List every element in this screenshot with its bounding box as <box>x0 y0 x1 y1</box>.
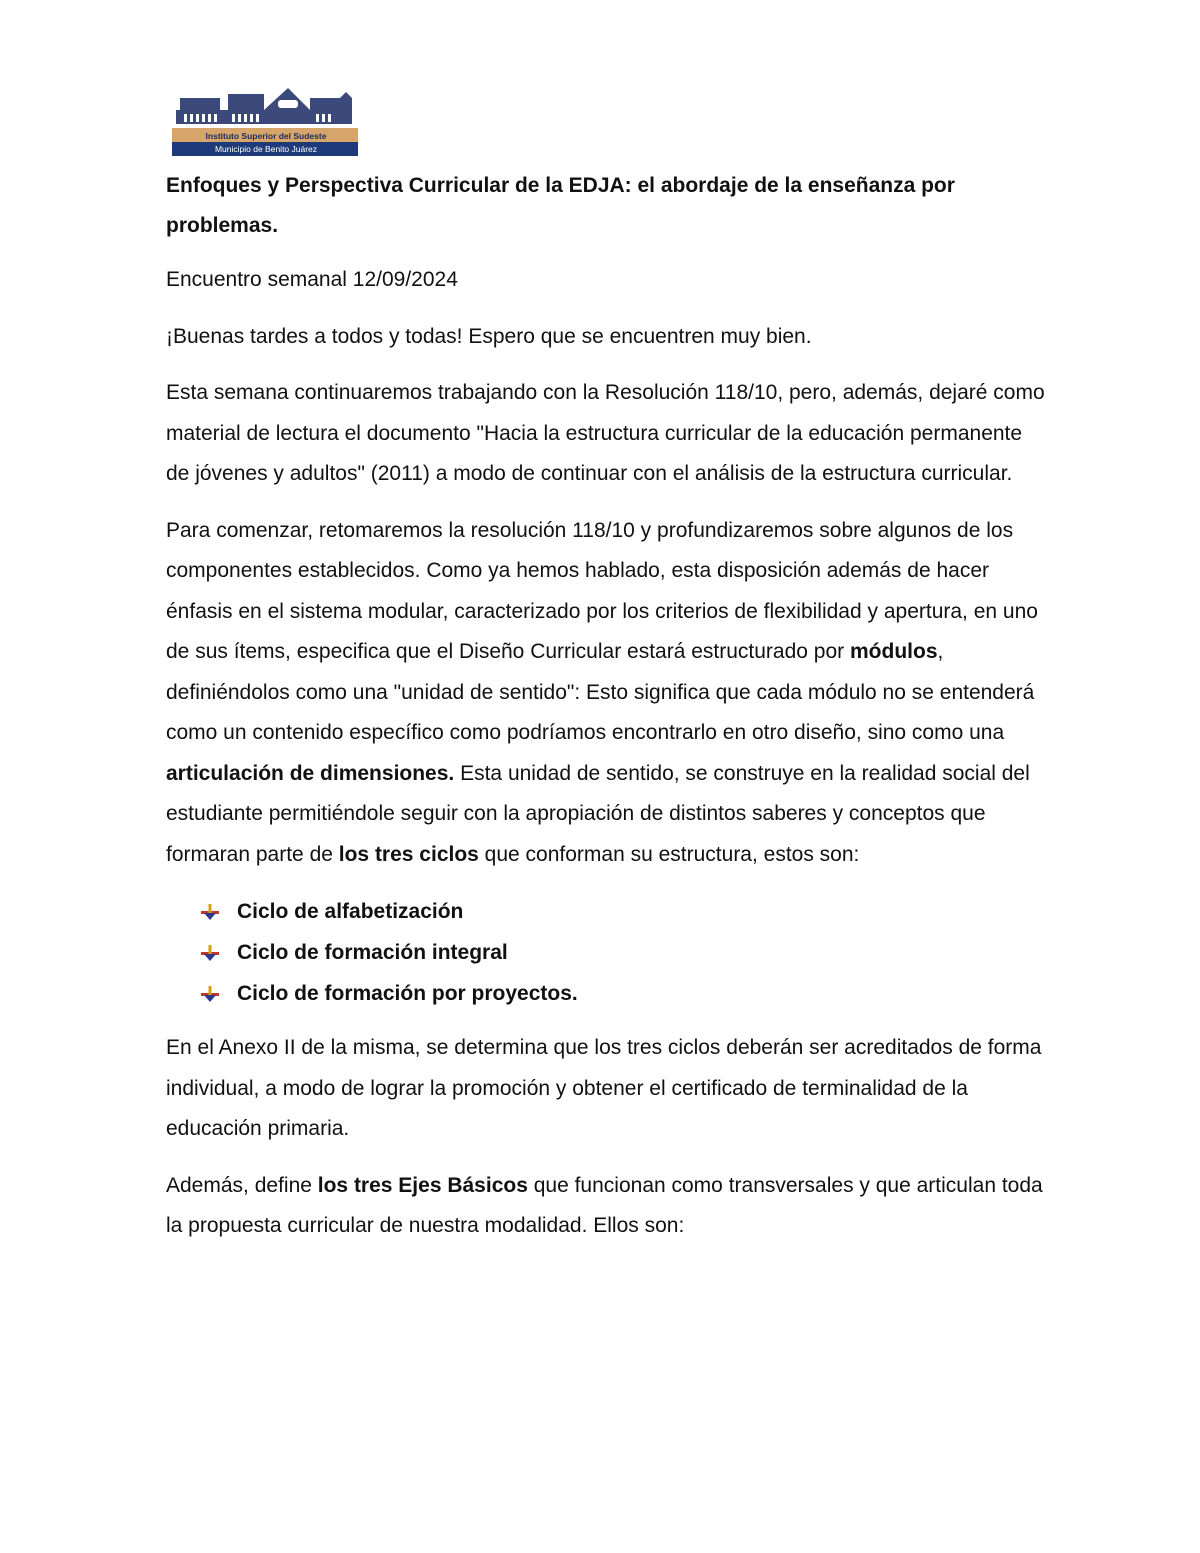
document-title: Enfoques y Perspectiva Curricular de la EDJA: el abordaje de la enseñanza por problemas. <box>166 174 955 237</box>
cycle-label: Ciclo de formación integral <box>237 941 508 964</box>
cycle-label: Ciclo de formación por proyectos. <box>237 982 578 1005</box>
paragraph-2-text-4: que conforman su estructura, estos son: <box>478 842 860 866</box>
meeting-date: Encuentro semanal 12/09/2024 <box>166 268 458 291</box>
arrow-down-bullet-icon <box>200 902 220 922</box>
paragraph-2-text-2: , definiéndolos como una "unidad de sentido": Esto significa que cada módulo no se entenderá como un contenido específico como podríamos encontrarlo en otro diseño, sino como una <box>166 640 1035 744</box>
greeting: ¡Buenas tardes a todos y todas! Espero que se encuentren muy bien. <box>166 324 812 348</box>
list-item <box>166 932 1046 973</box>
list-item <box>166 891 1046 932</box>
paragraph-2-text-3: Esta unidad de sentido, se construye en la realidad social del estudiante permitiéndole seguir con la apropiación de distintos saberes y conceptos que formaran parte de <box>166 761 1030 866</box>
document-page <box>166 86 1046 1263</box>
arrow-down-bullet-icon <box>200 984 220 1004</box>
logo-line-2: Municipio de Benito Juárez <box>214 144 318 154</box>
paragraph-1: Esta semana continuaremos trabajando con la Resolución 118/10, pero, además, dejaré como material de lectura el documento "Hacia la estructura curricular de la educación permanente de jóvenes y adultos" (2011) a modo de continuar con el análisis de la estructura curricular. <box>166 381 1045 485</box>
bold-articulacion: articulación de dimensiones. <box>166 761 455 785</box>
cycle-label: Ciclo de alfabetización <box>237 900 464 923</box>
logo-line-1: Instituto Superior del Sudeste <box>205 131 327 141</box>
list-item <box>166 973 1046 1014</box>
institution-logo <box>170 86 360 158</box>
paragraph-4-text-1: Además, define <box>166 1173 318 1197</box>
paragraph-4-text-2: que funcionan como transversales y que articulan toda la propuesta curricular de nuestra modalidad. Ellos son: <box>166 1173 1043 1237</box>
bold-ejes-basicos: los tres Ejes Básicos <box>317 1173 528 1197</box>
paragraph-4 <box>166 1166 1046 1247</box>
arrow-down-bullet-icon <box>200 943 220 963</box>
cycles-list <box>166 891 1046 1014</box>
paragraph-3: En el Anexo II de la misma, se determina que los tres ciclos deberán ser acreditados de forma individual, a modo de lograr la promoción y obtener el certificado de terminalidad de la educación primaria. <box>166 1036 1042 1140</box>
paragraph-2 <box>166 511 1046 876</box>
bold-modulos: módulos <box>850 640 938 663</box>
paragraph-2-text-1: Para comenzar, retomaremos la resolución 118/10 y profundizaremos sobre algunos de los componentes establecidos. Como ya hemos hablado, esta disposición además de hacer énfasis en el sistema modular, caracterizado por los criterios de flexibilidad y apertura, en uno de sus ítems, especifica que el Diseño Curricular estará estructurado por <box>166 518 1038 663</box>
bold-tres-ciclos: los tres ciclos <box>338 842 479 866</box>
